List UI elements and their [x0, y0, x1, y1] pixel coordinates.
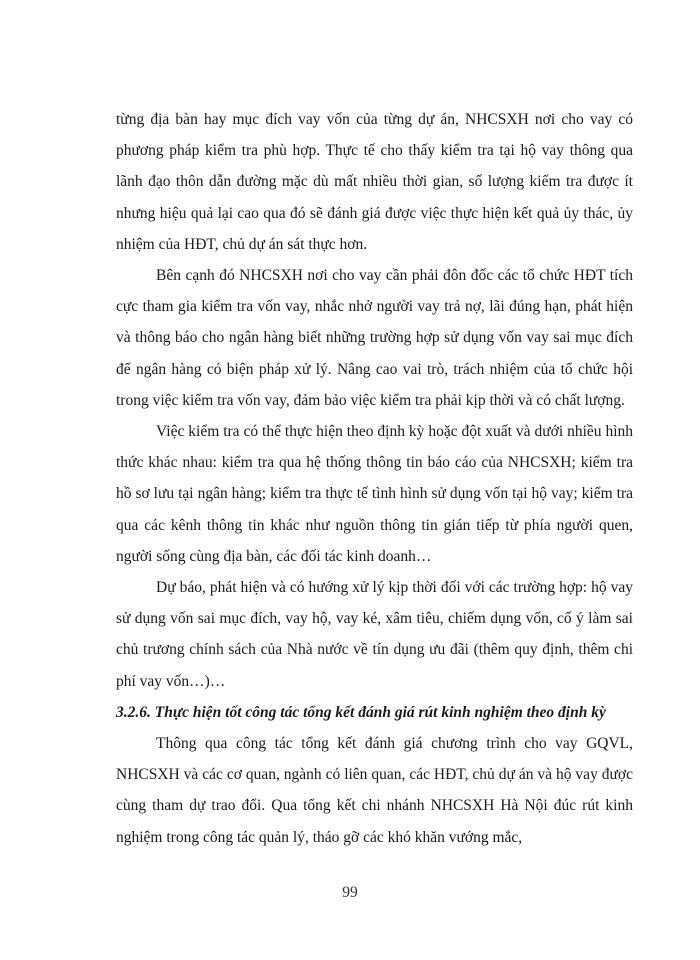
paragraph-inspection-methods: Việc kiểm tra có thể thực hiện theo định kỳ hoặc đột xuất và dưới nhiều hình thức khác nhau: kiểm tra qua hệ thống thông tin báo cáo của NHCSXH; kiểm tra hồ sơ lưu tại ngân hàng; kiểm tra thực tế tình hình sử dụng vốn tại hộ vay; kiểm tra qua các kênh thông tin khác như nguồn thông tin gián tiếp từ phía người quen, người sống cùng địa bàn, các đối tác kinh doanh…: [116, 423, 633, 565]
section-heading: 3.2.6. Thực hiện tốt công tác tổng kết đánh giá rút kinh nghiệm theo định kỳ: [116, 703, 606, 721]
document-body: [116, 104, 633, 853]
paragraph-continued: từng địa bàn hay mục đích vay vốn của từng dự án, NHCSXH nơi cho vay có phương pháp kiểm tra phù hợp. Thực tế cho thấy kiểm tra tại hộ vay thông qua lãnh đạo thôn dẫn đường mặc dù mất nhiều thời gian, số lượng kiểm tra được ít nhưng hiệu quả lại cao qua đó sẽ đánh giá được việc thực hiện kết quả ủy thác, ủy nhiệm của HĐT, chủ dự án sát thực hơn.: [116, 111, 633, 253]
page-number: 99: [342, 884, 358, 901]
paragraph-forecast: Dự báo, phát hiện và có hướng xử lý kịp thời đối với các trường hợp: hộ vay sử dụng vốn sai mục đích, vay hộ, vay ké, xâm tiêu, chiếm dụng vốn, cố ý làm sai chủ trương chính sách của Nhà nước về tín dụng ưu đãi (thêm quy định, thêm chi phí vay vốn…)…: [116, 579, 633, 690]
paragraph-review: Thông qua công tác tổng kết đánh giá chương trình cho vay GQVL, NHCSXH và các cơ quan, ngành có liên quan, các HĐT, chủ dự án và hộ vay được cùng tham dự trao đổi. Qua tổng kết chi nhánh NHCSXH Hà Nội đúc rút kinh nghiệm trong công tác quản lý, tháo gỡ các khó khăn vướng mắc,: [116, 735, 633, 846]
paragraph-monitoring: Bên cạnh đó NHCSXH nơi cho vay cần phải đôn đốc các tổ chức HĐT tích cực tham gia kiểm tra vốn vay, nhắc nhở người vay trả nợ, lãi đúng hạn, phát hiện và thông báo cho ngân hàng biết những trường hợp sử dụng vốn vay sai mục đích để ngân hàng có biện pháp xử lý. Nâng cao vai trò, trách nhiệm của tổ chức hội trong việc kiểm tra vốn vay, đảm bảo việc kiểm tra phải kịp thời và có chất lượng.: [116, 267, 633, 409]
